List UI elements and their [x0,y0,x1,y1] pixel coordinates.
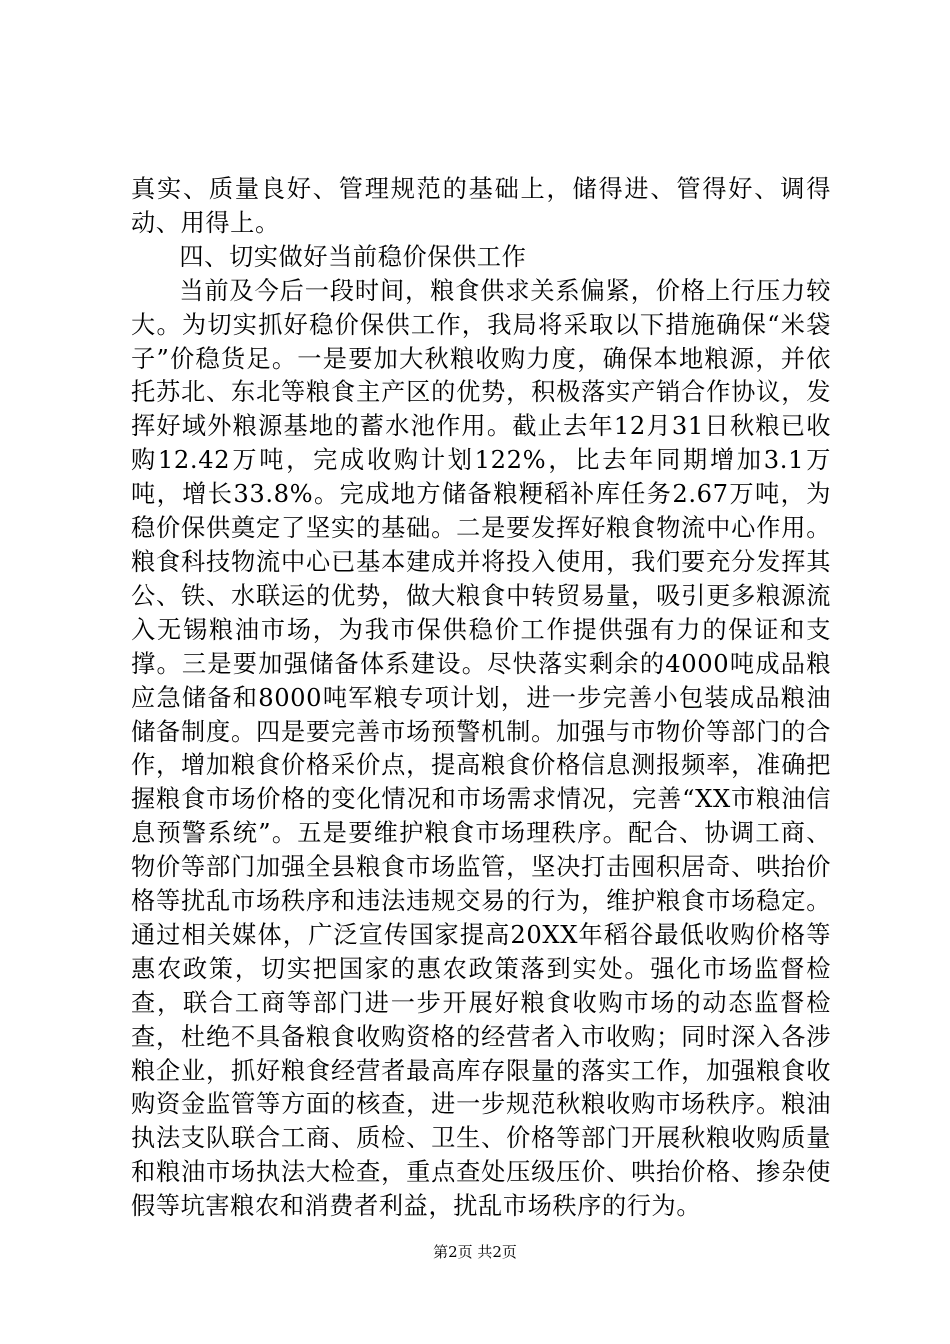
paragraph-continuation: 真实、质量良好、管理规范的基础上，储得进、管得好、调得动、用得上。 [131,175,831,237]
paragraph-price-stability: 当前及今后一段时间，粮食供求关系偏紧，价格上行压力较大。为切实抓好稳价保供工作，我局将采取以下措施确保“米袋子”价稳货足。一是要加大秋粮收购力度，确保本地粮源，并依托苏北、东北等粮食主产区的优势，积极落实产销合作协议，发挥好域外粮源基地的蓄水池作用。截止去年12月31日秋粮已收购12.42万吨，完成收购计划122%，比去年同期增加3.1万吨，增长33.8%。完成地方储备粮粳稻补库任务2.67万吨，为稳价保供奠定了坚实的基础。二是要发挥好粮食物流中心作用。粮食科技物流中心已基本建成并将投入使用，我们要充分发挥其公、铁、水联运的优势，做大粮食中转贸易量，吸引更多粮源流入无锡粮油市场，为我市保供稳价工作提供强有力的保证和支撑。三是要加强储备体系建设。尽快落实剩余的4000吨成品粮应急储备和8000吨军粮专项计划，进一步完善小包装成品粮油储备制度。四是要完善市场预警机制。加强与市物价等部门的合作，增加粮食价格采价点，提高粮食价格信息测报频率，准确把握粮食市场价格的变化情况和市场需求情况，完善“XX市粮油信息预警系统”。五是要维护粮食市场理秩序。配合、协调工商、物价等部门加强全县粮食市场监管，坚决打击囤积居奇、哄抬价格等扰乱市场秩序和违法违规交易的行为，维护粮食市场稳定。通过相关媒体，广泛宣传国家提高20XX年稻谷最低收购价格等惠农政策，切实把国家的惠农政策落到实处。强化市场监督检查，联合工商等部门进一步开展好粮食收购市场的动态监督检查，杜绝不具备粮食收购资格的经营者入市收购；同时深入各涉粮企业，抓好粮食经营者最高库存限量的落实工作，加强粮食收购资金监管等方面的核查，进一步规范秋粮收购市场秩序。粮油执法支队联合工商、质检、卫生、价格等部门开展秋粮收购质量和粮油市场执法大检查，重点查处压级压价、哄抬价格、掺杂使假等坑害粮农和消费者利益，扰乱市场秩序的行为。 [131,276,831,1221]
section-heading: 四、切实做好当前稳价保供工作 [179,242,527,271]
document-body [131,173,831,1224]
page-number-footer: 第2页 共2页 [433,1243,517,1261]
